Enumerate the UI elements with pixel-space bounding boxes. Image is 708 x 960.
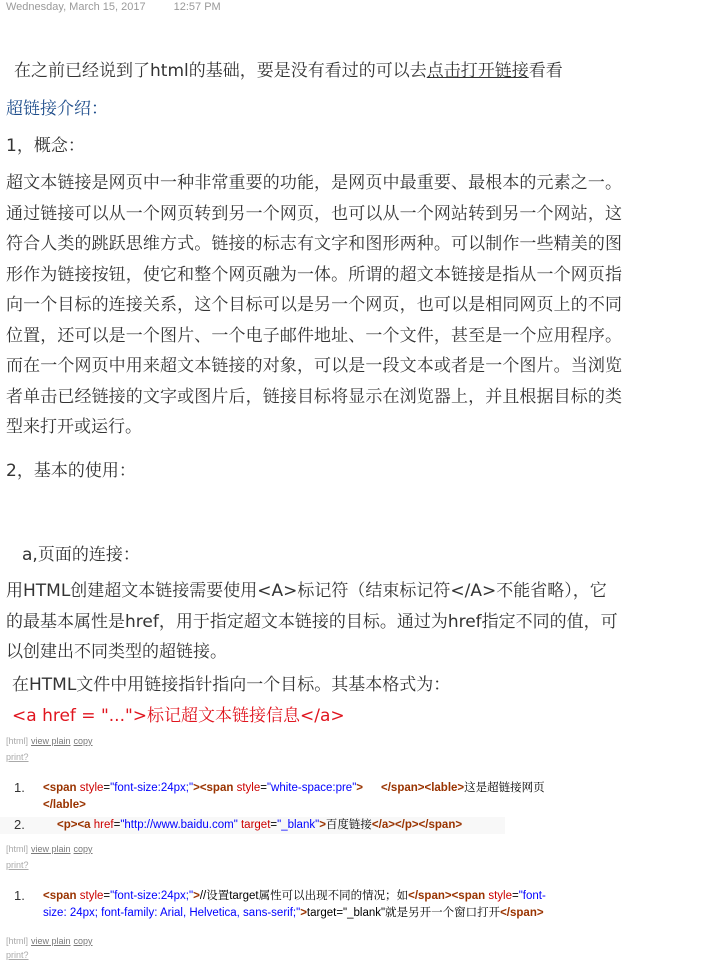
- code-token: =: [103, 890, 111, 902]
- time-text: 12:57 PM: [173, 1, 221, 13]
- code-token: href: [90, 819, 114, 831]
- code-token: size: 24px; font-family: Arial, Helvetica, sans-serif;": [43, 907, 301, 919]
- lang-label: [html]: [6, 736, 29, 746]
- code-toolbar-1: [6, 736, 96, 762]
- usage-heading: 2，基本的使用：: [6, 461, 136, 481]
- code-token: target="_blank"就是另开一个窗口打开: [306, 907, 501, 919]
- code-token: >: [319, 819, 326, 831]
- concept-body: 超文本链接是网页中一种非常重要的功能，是网页中最重要、最根本的元素之一。通过链接可以从一个网页转到另一个网页，也可以从一个网站转到另一个网站，这符合人类的跳跃思维方式。链接的标志有文字和图形两种。可以制作一些精美的图形作为链接按钮，使它和整个网页融为一体。所谓的超文本链接是指从一个网页指向一个目标的连接关系，这个目标可以是另一个网页，也可以是相同网页上的不同位置，还可以是一个图片、一个电子邮件地址、一个文件，甚至是一个应用程序。而在一个网页中用来超文本链接的对象，可以是一段文本或者是一个图片。当浏览者单击已经链接的文字或图片后，链接目标将显示在浏览器上，并且根据目标的类型来打开或运行。: [6, 173, 622, 437]
- post-date: [6, 1, 221, 13]
- code-token: <span: [451, 890, 486, 902]
- code-block-1: [0, 780, 620, 834]
- code-token: //设置target属性可以出现不同的情况；如: [199, 890, 409, 902]
- code-token: "font-size:24px;": [110, 890, 194, 902]
- format-line: 在HTML文件中用链接指针指向一个目标。其基本格式为：: [12, 675, 451, 695]
- copy-link[interactable]: copy: [73, 844, 93, 854]
- print-link[interactable]: print?: [6, 752, 29, 762]
- code-token: <span: [43, 782, 77, 794]
- code-token: =: [511, 890, 519, 902]
- code-token: </span>: [418, 819, 463, 831]
- code-toolbar-2: [6, 844, 96, 870]
- intro-suffix: 看看: [528, 61, 563, 81]
- code-token: "http://www.baidu.com": [120, 819, 238, 831]
- code-token: <span: [43, 890, 77, 902]
- view-plain-link[interactable]: view plain: [31, 844, 71, 854]
- code-token: style: [76, 782, 104, 794]
- code-line-1: [0, 780, 620, 814]
- intro-paragraph: [14, 56, 630, 81]
- code-line-1: [0, 888, 620, 922]
- code-token: style: [485, 890, 512, 902]
- code-token: 百度链接: [325, 819, 372, 831]
- print-link[interactable]: print?: [6, 860, 29, 870]
- code-token: </span>: [381, 782, 425, 794]
- line-number: 2.: [14, 817, 25, 832]
- code-token: <p>: [57, 819, 78, 831]
- code-token: "_blank": [277, 819, 320, 831]
- code-token: =: [113, 819, 121, 831]
- code-token: =: [270, 819, 278, 831]
- usage-body: 用HTML创建超文本链接需要使用<A>标记符（结束标记符</A>不能省略），它的最基本属性是href，用于指定超文本链接的目标。通过为href指定不同的值，可以创建出不同类型的超链接。: [6, 581, 618, 662]
- code-token: </a>: [371, 819, 395, 831]
- copy-link[interactable]: copy: [73, 736, 93, 746]
- date-text: Wednesday, March 15, 2017: [6, 1, 146, 13]
- concept-heading: 1，概念：: [6, 136, 85, 156]
- code-token: </p>: [394, 819, 419, 831]
- code-token: "font-: [518, 890, 546, 902]
- intro-prefix: 在之前已经说到了html的基础，要是没有看过的可以去: [14, 61, 427, 81]
- lang-label: [html]: [6, 936, 29, 946]
- view-plain-link[interactable]: view plain: [31, 736, 71, 746]
- open-link[interactable]: 点击打开链接: [426, 61, 529, 81]
- code-token: 这是超链接网页: [464, 782, 545, 794]
- code-token: >: [356, 782, 364, 794]
- code-token: </span>: [500, 907, 544, 919]
- print-link[interactable]: print?: [6, 950, 29, 960]
- view-plain-link[interactable]: view plain: [31, 936, 71, 946]
- code-token: >: [300, 907, 307, 919]
- lang-label: [html]: [6, 844, 29, 854]
- format-code: <a href = "...">标记超文本链接信息</a>: [12, 706, 345, 726]
- code-token: >: [193, 890, 200, 902]
- code-token: </lable>: [43, 799, 86, 811]
- section-title: 超链接介绍：: [6, 99, 108, 119]
- code-token: "font-size:24px;": [110, 782, 194, 794]
- code-token: "white-space:pre": [266, 782, 357, 794]
- code-token: target: [237, 819, 271, 831]
- code-token: =: [103, 782, 111, 794]
- code-token: <a: [77, 819, 91, 831]
- code-token: <lable>: [424, 782, 465, 794]
- line-number: 1.: [14, 780, 25, 795]
- code-token: <span: [199, 782, 234, 794]
- code-token: style: [76, 890, 104, 902]
- code-token: </span>: [408, 890, 452, 902]
- code-line-2: [0, 817, 505, 834]
- code-token: >: [193, 782, 200, 794]
- copy-link[interactable]: copy: [73, 936, 93, 946]
- line-number: 1.: [14, 888, 25, 903]
- code-block-2: [0, 888, 620, 922]
- code-toolbar-3: [6, 936, 96, 960]
- sub-heading-a: a,页面的连接：: [22, 545, 140, 565]
- code-token: style: [233, 782, 261, 794]
- code-token: =: [260, 782, 267, 794]
